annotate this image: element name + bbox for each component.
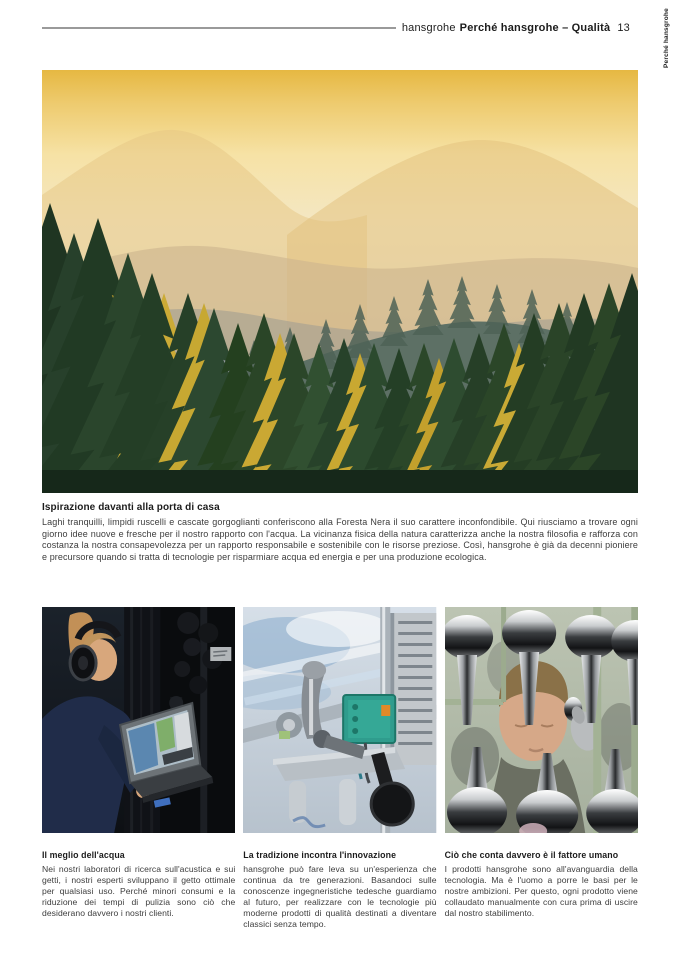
hero-body: Laghi tranquilli, limpidi ruscelli e cascate gorgoglianti conferiscono alla Foresta Nera il suo carattere inconfondibile. Qui riusciamo a trovare ogni giorno idee nuove e fresche per il nostro rapporto con l'acqua. La vicinanza fisica della natura caratterizza anche la nostra filosofia e rafforza con costanza la nostra consapevolezza per un rapporto responsabile e sostenibile con le risorse preziose. Così, hansgrohe è già da decenni pioniere e precursore quando si tratta di tecnologie per risparmiare acqua ed energia e per una produzione ecologica.	[42, 517, 638, 562]
column-tradition-body: hansgrohe può fare leva su un'esperienza che continua da tre generazioni. Basandoci sulle conoscenze ingegneristiche tedesche guardiamo al futuro, per realizzare con le tecnologie più moderne prodotti di qualità destinati a diventare classici senza tempo.	[243, 864, 437, 929]
column-water-heading: Il meglio dell'acqua	[42, 850, 125, 860]
header-brand: hansgrohe	[401, 21, 456, 34]
production-photo	[243, 607, 436, 833]
bottom-columns	[42, 607, 638, 930]
inspection-photo	[445, 607, 638, 833]
hero-photo-black-forest	[42, 70, 638, 493]
header-rule	[42, 27, 396, 29]
side-tab-label: Perché hansgrohe	[663, 8, 670, 68]
column-water-body: Nei nostri laboratori di ricerca sull'acustica e sui getti, i nostri esperti sviluppano il getto ottimale per qualsiasi uso. Perché minori consumi e la riduzione dei tempi di pulizia sono ciò che desiderano davvero i nostri clienti.	[42, 864, 236, 918]
page-header	[42, 20, 630, 35]
header-title: Perché hansgrohe – Qualità	[459, 21, 611, 34]
page-number: 13	[617, 21, 630, 34]
column-human-body: I prodotti hansgrohe sono all'avanguardia della tecnologia. Ma è l'uomo a porre le basi per le nostre ambizioni. Per questo, ogni prodotto viene collaudato manualmente con cura prima di uscire dal nostro stabilimento.	[444, 864, 638, 918]
column-human	[445, 607, 638, 930]
hero-heading: Ispirazione davanti alla porta di casa	[42, 502, 220, 513]
column-human-heading: Ciò che conta davvero è il fattore umano	[444, 850, 619, 860]
hero-text-block	[42, 502, 638, 563]
column-water	[42, 607, 235, 930]
column-tradition	[243, 607, 436, 930]
column-tradition-heading: La tradizione incontra l'innovazione	[243, 850, 397, 860]
lab-photo	[42, 607, 235, 833]
